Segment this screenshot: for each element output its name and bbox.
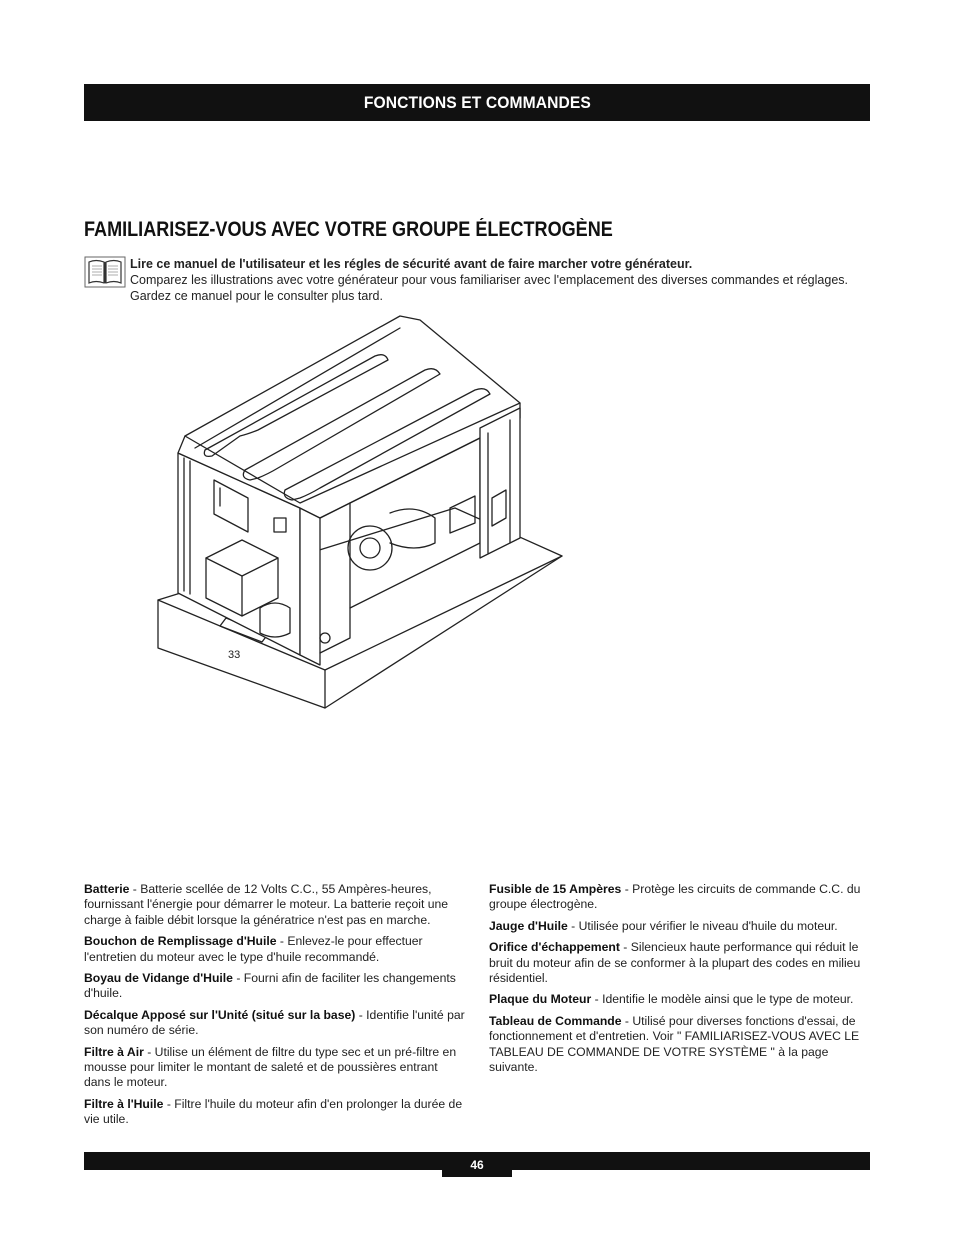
- definition-item: Jauge d'Huile - Utilisée pour vérifier le niveau d'huile du moteur.: [489, 918, 838, 933]
- page-number: 46: [442, 1152, 512, 1177]
- definition-item: Filtre à Air - Utilise un élément de filtre du type sec et un pré-filtre en mousse pour limiter le montant de saleté et de poussières entrant dans le moteur.: [84, 1044, 457, 1090]
- page-title: FAMILIARISEZ-VOUS AVEC VOTRE GROUPE ÉLECTROGÈNE: [84, 218, 613, 241]
- definition-item: Boyau de Vidange d'Huile - Fourni afin de faciliter les changements d'huile.: [84, 971, 456, 1001]
- definitions-left-column: [84, 882, 465, 1134]
- notice-lead: Lire ce manuel de l'utilisateur et les régles de sécurité avant de faire marcher votre générateur.: [130, 257, 693, 271]
- section-header-title: FONCTIONS ET COMMANDES: [363, 92, 591, 112]
- definition-item: Fusible de 15 Ampères - Protège les circuits de commande C.C. du groupe électrogène.: [489, 882, 861, 912]
- section-header-bar: [84, 84, 870, 121]
- definition-item: Tableau de Commande - Utilisé pour diverses fonctions d'essai, de fonctionnement et d'entretien. Voir " FAMILIARISEZ-VOUS AVEC LE TABLEAU DE COMMANDE DE VOTRE SYSTÈME " à la page suivante.: [489, 1013, 860, 1075]
- definition-item: Plaque du Moteur - Identifie le modèle ainsi que le type de moteur.: [489, 992, 854, 1007]
- figure-label: 33: [228, 649, 241, 661]
- definition-item: Décalque Apposé sur l'Unité (situé sur la base) - Identifie l'unité par son numéro de série.: [84, 1007, 465, 1038]
- notice-line-2: Gardez ce manuel pour le consulter plus tard.: [130, 289, 383, 303]
- notice-line-1: Comparez les illustrations avec votre générateur pour vous familiariser avec l'emplacement des diverses commandes et réglages.: [130, 273, 848, 287]
- definition-item: Bouchon de Remplissage d'Huile - Enlevez-le pour effectuer l'entretien du moteur avec le type d'huile recommandé.: [84, 934, 423, 964]
- definition-item: Batterie - Batterie scellée de 12 Volts C.C., 55 Ampères-heures, fournissant l'énergie pour démarrer le moteur. La batterie reçoit une charge à faible débit lorsque la génératrice n'est pas en marche.: [84, 882, 449, 927]
- definition-item: Filtre à l'Huile - Filtre l'huile du moteur afin d'en prolonger la durée de vie utile.: [84, 1096, 463, 1127]
- definitions-right-column: [489, 882, 870, 1081]
- definition-item: Orifice d'échappement - Silencieux haute performance qui réduit le bruit du moteur afin de se conformer à la plupart des codes en milieu résidentiel.: [489, 940, 861, 986]
- generator-illustration: [150, 308, 570, 713]
- open-book-icon: [84, 256, 126, 288]
- safety-notice: [130, 256, 870, 304]
